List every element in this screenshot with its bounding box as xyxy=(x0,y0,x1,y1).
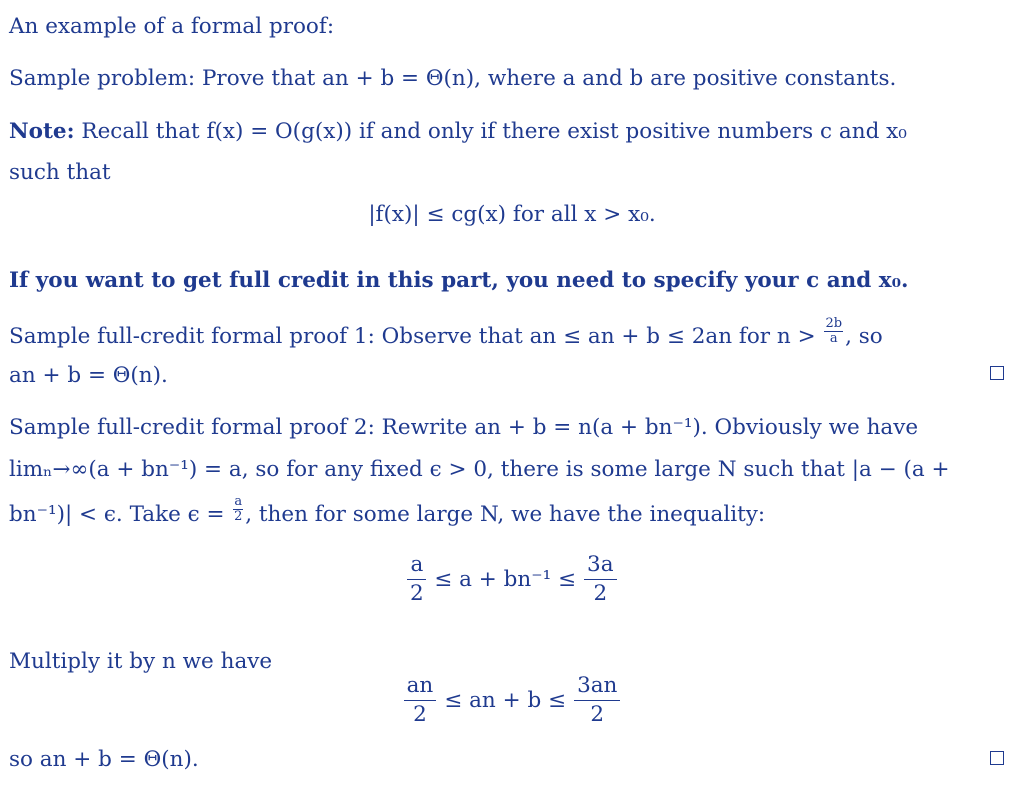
note-line-1 xyxy=(9,121,907,143)
credit-instruction: If you want to get full credit in this part, you need to specify your c and x₀. xyxy=(9,268,909,293)
proof2-eps-den: 2 xyxy=(234,508,243,524)
ineq1-right-den: 2 xyxy=(593,580,608,606)
proof1-text-b: , so xyxy=(845,324,883,350)
proof2-line-3 xyxy=(9,494,766,529)
note-line-2: such that xyxy=(9,160,111,185)
proof2-conclusion: so an + b = Θ(n). xyxy=(9,747,199,772)
ineq1-left-num: a xyxy=(407,554,426,580)
ineq2-right-fraction xyxy=(574,675,620,725)
inequality-2 xyxy=(0,675,1024,725)
multiply-text: Multiply it by n we have xyxy=(9,649,273,674)
proof2-line3-b: , then for some large N, we have the inequality: xyxy=(245,502,766,528)
note-label: Note: xyxy=(9,119,75,144)
proof2-epsilon-fraction xyxy=(233,495,243,523)
proof2-line-2: limₙ→∞(a + bn⁻¹) = a, so for any fixed ϵ > 0, there is some large N such that |a − (a + xyxy=(9,457,950,482)
proof1-line-1 xyxy=(9,316,883,351)
ineq2-left-den: 2 xyxy=(413,701,427,727)
ineq1-left-den: 2 xyxy=(410,580,424,606)
ineq2-middle: ≤ an + b ≤ xyxy=(444,687,567,713)
proof2-qed-box xyxy=(990,751,1004,765)
sample-problem: Sample problem: Prove that an + b = Θ(n), where a and b are positive constants. xyxy=(9,66,897,91)
inequality-1 xyxy=(0,554,1024,604)
proof2-line-1: Sample full-credit formal proof 2: Rewrite an + b = n(a + bn⁻¹). Obviously we have xyxy=(9,415,919,440)
note-text-1: Recall that f(x) = O(g(x)) if and only if there exist positive numbers c and x₀ xyxy=(74,119,907,144)
ineq1-right-num: 3a xyxy=(584,554,617,580)
proof1-frac-den: a xyxy=(829,330,838,346)
intro-text: An example of a formal proof: xyxy=(9,14,335,39)
proof1-text-a: Sample full-credit formal proof 1: Observe that an ≤ an + b ≤ 2an for n > xyxy=(9,324,816,350)
ineq1-left-fraction xyxy=(407,554,426,604)
ineq2-left-fraction xyxy=(404,675,437,725)
ineq1-right-fraction xyxy=(584,554,617,604)
ineq2-right-den: 2 xyxy=(590,701,605,727)
proof2-line3-a: bn⁻¹)| < ϵ. Take ϵ = xyxy=(9,502,225,528)
proof1-fraction xyxy=(824,317,843,345)
ineq2-left-num: an xyxy=(404,675,437,701)
ineq2-right-num: 3an xyxy=(574,675,620,701)
proof1-qed-box xyxy=(990,366,1004,380)
proof1-frac-num: 2b xyxy=(825,316,843,331)
ineq1-middle: ≤ a + bn⁻¹ ≤ xyxy=(434,566,577,592)
proof1-line-2: an + b = Θ(n). xyxy=(9,363,168,388)
proof2-eps-num: a xyxy=(234,494,243,509)
note-display-formula: |f(x)| ≤ cg(x) for all x > x₀. xyxy=(368,202,656,227)
